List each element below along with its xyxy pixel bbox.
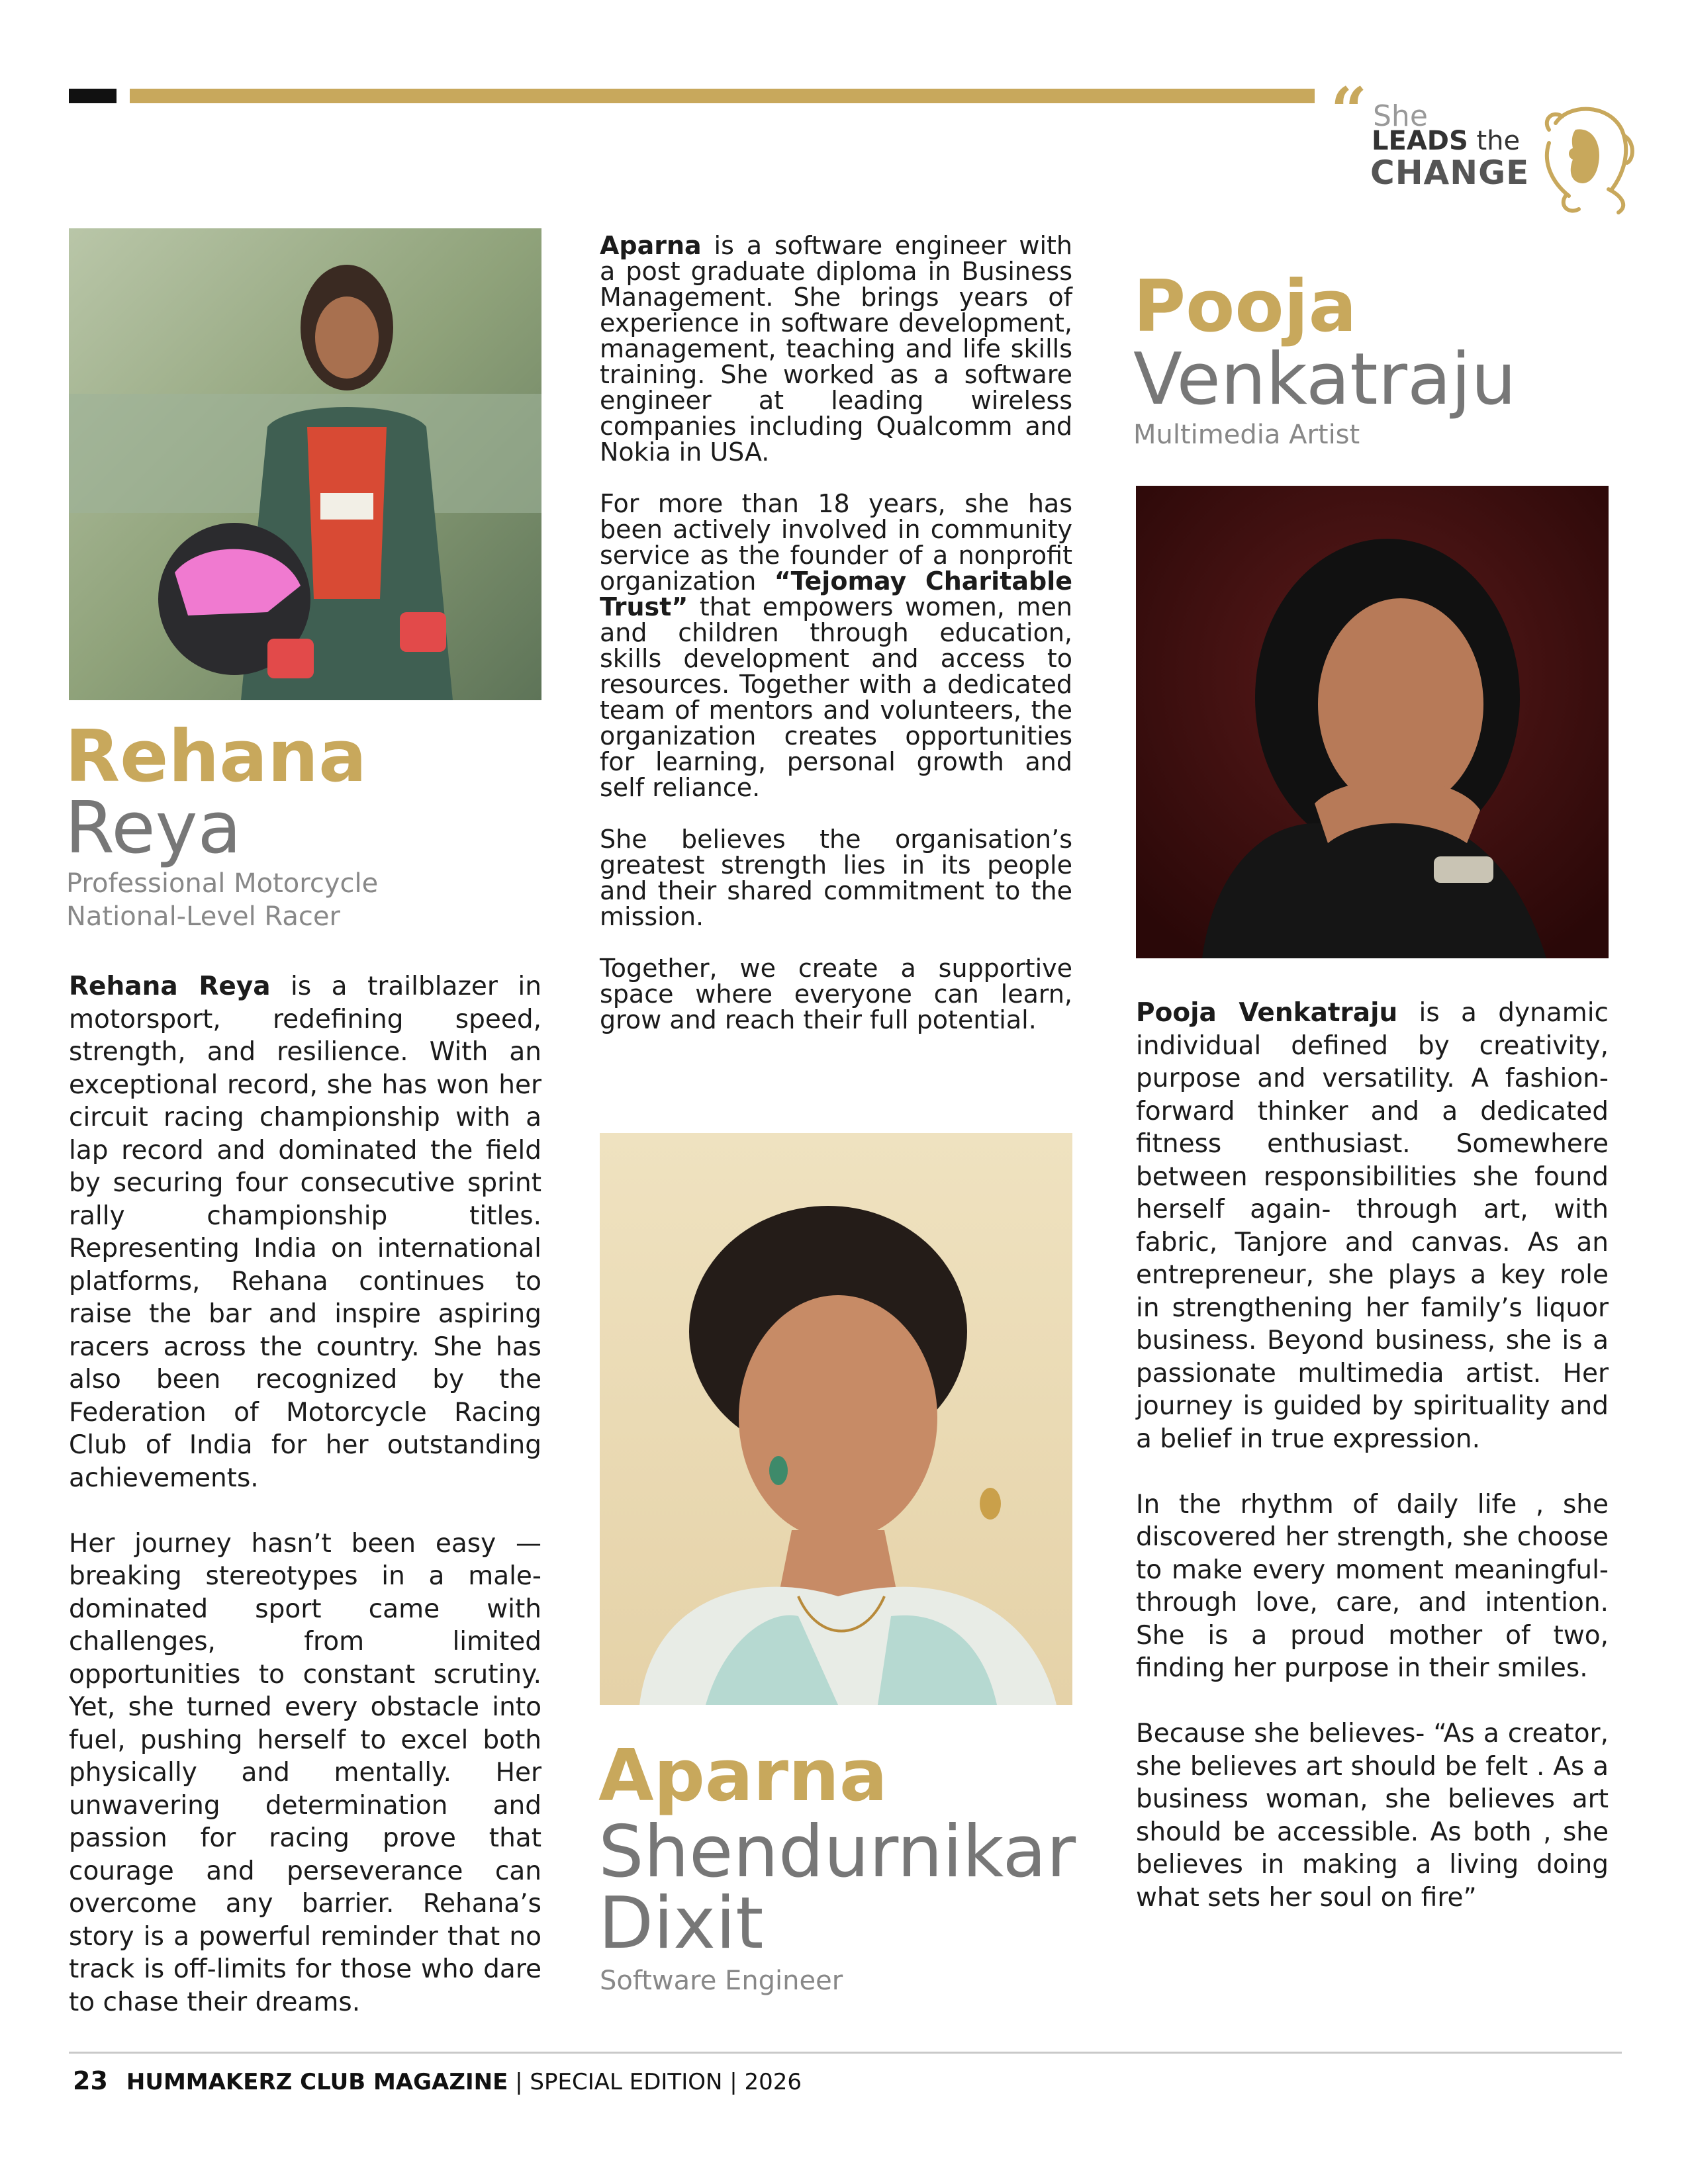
aparna-last-name-line1: Shendurnikar <box>598 1811 1076 1893</box>
logo-leads: LEADS <box>1372 126 1468 156</box>
aparna-bold-name: Aparna <box>600 231 702 260</box>
edition-label: SPECIAL EDITION <box>530 2069 723 2095</box>
aparna-bio-p2-start: For more than 18 years, she has been actively involved in community service as the founder of a nonprofit organization <box>600 489 1072 596</box>
rehana-role <box>66 867 378 933</box>
aparna-trust-name: “Tejomay Charitable Trust” <box>600 567 1072 621</box>
aparna-photo <box>600 1133 1072 1705</box>
pooja-bio-p2: In the rhythm of daily life , she discovered her strength, she choose to make every moment meaningful- through love, care, and intention. She is a proud mother of two, finding her purpose in their smiles. <box>1136 1489 1609 1683</box>
aparna-last-name-line2: Dixit <box>598 1882 764 1965</box>
rehana-role-line1: Professional Motorcycle <box>66 868 379 899</box>
footer-separator-2: | <box>729 2069 737 2095</box>
rehana-bio-p1 <box>69 970 541 1494</box>
aparna-bio-p1 <box>600 233 1072 465</box>
logo-she: She <box>1373 99 1428 133</box>
aparna-first-name: Aparna <box>598 1735 888 1817</box>
logo-change: CHANGE <box>1370 154 1530 192</box>
page-number: 23 <box>73 2066 108 2095</box>
rehana-bio-p2: Her journey hasn’t been easy —breaking stereotypes in a male-dominated sport came with challenges, from limited opportunities to constant scrutiny. Yet, she turned every obstacle into fuel, pushing herself to excel both physically and mentally. Her unwavering determination and passion for racing prove that courage and perseverance can overcome any barrier. Rehana’s story is a powerful reminder that no track is off-limits for those who dare to chase their dreams. <box>69 1528 541 2017</box>
pooja-bio-p3: Because she believes- “As a creator, she believes art should be felt . As a business woman, she believes art should be accessible. As both , she believes in making a living doing what sets her soul on fire” <box>1136 1719 1609 1913</box>
aparna-bio <box>600 233 1072 1059</box>
logo-leads-line <box>1372 126 1520 156</box>
rehana-bio <box>69 970 541 2052</box>
rehana-first-name: Rehana <box>65 715 367 798</box>
aparna-bio-p3: She believes the organisation’s greatest strength lies in its people and their shared commitment to the mission. <box>600 825 1072 931</box>
footer-separator-1: | <box>515 2069 523 2095</box>
pooja-bio <box>1136 997 1609 1947</box>
rehana-bio-p1-text: is a trailblazer in motorsport, redefining speed, strength, and resilience. With an exceptional record, she has won her circuit racing championship with a lap record and dominated the field by securing four consecutive sprint rally championship titles. Representing India on international platforms, Rehana continues to raise the bar and inspire aspiring racers across the country. She has also been recognized by the Federation of Motorcycle Racing Club of India for her outstanding achievements. <box>69 972 541 1493</box>
she-leads-the-change-logo <box>1331 73 1635 225</box>
logo-quote-mark: “ <box>1331 73 1368 148</box>
magazine-name: HUMMAKERZ CLUB MAGAZINE <box>126 2069 508 2095</box>
edition-year: 2026 <box>744 2069 802 2095</box>
aparna-bio-p4: Together, we create a supportive space where everyone can learn, grow and reach their full potential. <box>600 954 1072 1034</box>
pooja-venkatraju-photo <box>1136 486 1609 958</box>
pooja-bio-p1 <box>1136 997 1609 1455</box>
woman-face-icon <box>1529 97 1635 216</box>
rehana-role-line2: National-Level Racer <box>66 901 340 932</box>
pooja-last-name: Venkatraju <box>1133 338 1517 421</box>
logo-the: the <box>1476 126 1521 156</box>
aparna-bio-p2-end: that empowers women, men and children through education, skills development and access to resources. Together with a dedicated team of mentors and volunteers, the organization creates opportunities for learning, personal growth and self reliance. <box>600 592 1072 802</box>
footer-divider <box>69 2052 1622 2054</box>
pooja-role: Multimedia Artist <box>1133 420 1360 450</box>
rehana-last-name: Reya <box>65 787 242 870</box>
header-bar-black <box>69 89 117 103</box>
pooja-first-name: Pooja <box>1133 265 1357 348</box>
header-bar-gold <box>130 89 1315 103</box>
pooja-bio-p1-text: is a dynamic individual defined by creativity, purpose and versatility. A fashion-forward thinker and a dedicated fitness enthusiast. Somewhere between responsibilities she found herself again- through art, with fabric, Tanjore and canvas. As an entrepreneur, she plays a key role in strengthening her family’s liquor business. Beyond business, she is a passionate multimedia artist. Her journey is guided by spirituality and a belief in true expression. <box>1136 998 1609 1454</box>
aparna-bio-p1-text: is a software engineer with a post graduate diploma in Business Management. She brings years of experience in software development, management, teaching and life skills training. She worked as a software engineer at leading wireless companies including Qualcomm and Nokia in USA. <box>600 231 1072 467</box>
pooja-bold-name: Pooja Venkatraju <box>1136 998 1398 1028</box>
aparna-role: Software Engineer <box>600 1966 843 1996</box>
rehana-reya-photo <box>69 228 541 700</box>
footer <box>73 2066 802 2095</box>
aparna-bio-p2 <box>600 491 1072 801</box>
rehana-bold-name: Rehana Reya <box>69 972 271 1001</box>
